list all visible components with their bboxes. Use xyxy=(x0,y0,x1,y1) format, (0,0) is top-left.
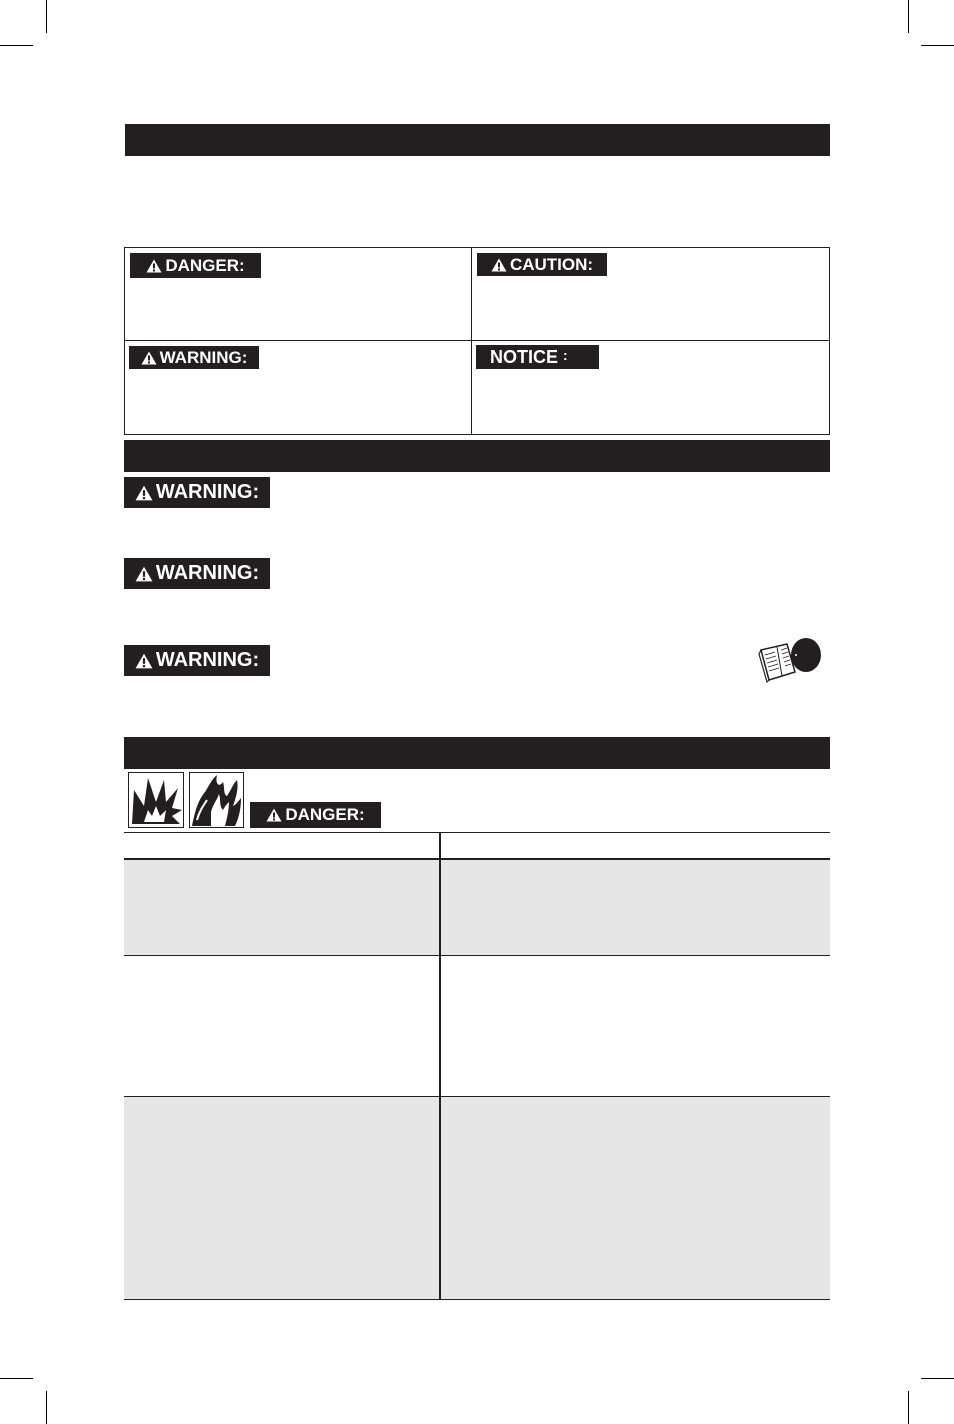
section-header-bar-2 xyxy=(124,440,830,472)
section-header-bar-3 xyxy=(124,737,830,769)
crop-mark-top-right-v xyxy=(908,0,909,33)
hazard-table-row-3 xyxy=(124,1097,830,1299)
warning-label-1 xyxy=(124,477,270,508)
warning-label-small-text: WARNING: xyxy=(159,347,248,367)
warning-triangle-icon xyxy=(135,485,153,501)
warning-label-3 xyxy=(124,645,270,676)
hazard-table-column-divider xyxy=(439,832,441,1300)
caution-label xyxy=(477,253,607,276)
crop-mark-bottom-right-v xyxy=(908,1391,909,1424)
hazard-table-bottom-rule xyxy=(124,1299,830,1300)
warning-triangle-icon xyxy=(141,351,157,365)
danger-label-text: DANGER: xyxy=(165,255,245,275)
warning-label-2-text: WARNING: xyxy=(155,562,260,584)
section-header-bar-1 xyxy=(125,124,830,156)
warning-triangle-icon xyxy=(146,259,162,273)
warning-label-3-text: WARNING: xyxy=(155,649,260,671)
notice-label-colon: : xyxy=(563,347,568,363)
warning-label-small xyxy=(129,346,259,369)
crop-mark-top-left-h xyxy=(0,45,33,46)
hazard-table-top-rule xyxy=(124,832,830,833)
crop-mark-top-left-v xyxy=(46,0,47,33)
notice-label-text: NOTICE xyxy=(490,346,559,367)
warning-triangle-icon xyxy=(491,258,507,272)
warning-label-1-text: WARNING: xyxy=(155,481,260,503)
caution-label-text: CAUTION: xyxy=(509,254,594,274)
hazard-table-row-1 xyxy=(124,860,830,955)
warning-triangle-icon xyxy=(135,653,153,669)
crop-mark-bottom-right-h xyxy=(921,1378,954,1379)
fire-hazard-icon xyxy=(189,772,244,828)
crop-mark-bottom-left-h xyxy=(0,1378,33,1379)
signal-words-divider-v xyxy=(471,247,472,435)
danger-label xyxy=(130,253,261,278)
hazard-table-row-2 xyxy=(124,956,830,1096)
signal-words-divider-h xyxy=(124,340,830,341)
read-manual-icon xyxy=(757,634,823,684)
warning-triangle-icon xyxy=(266,808,282,822)
warning-triangle-icon xyxy=(135,566,153,582)
notice-label xyxy=(476,345,599,369)
danger-label-2 xyxy=(250,802,381,828)
explosion-hazard-icon xyxy=(128,772,184,828)
warning-label-2 xyxy=(124,558,270,589)
danger-label-2-text: DANGER: xyxy=(285,805,365,824)
crop-mark-top-right-h xyxy=(921,45,954,46)
crop-mark-bottom-left-v xyxy=(46,1391,47,1424)
